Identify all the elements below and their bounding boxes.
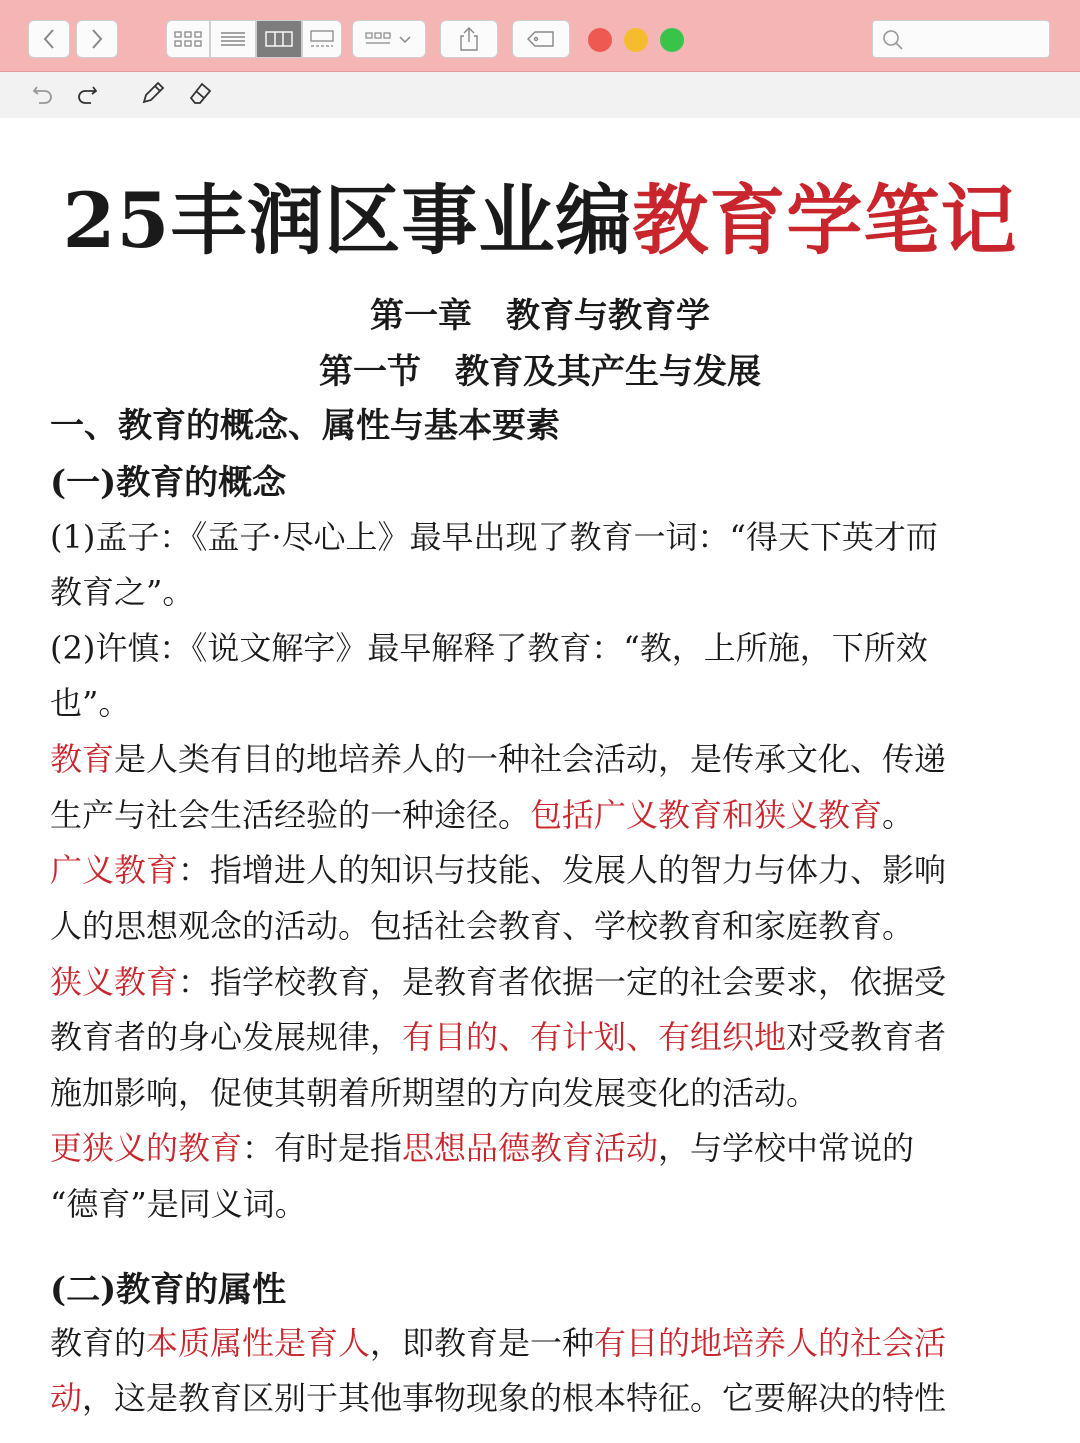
text-run: ，即教育是一种 bbox=[370, 1324, 595, 1362]
section-heading: 第一节 教育及其产生与发展 bbox=[319, 352, 761, 392]
paragraph-line bbox=[50, 1318, 946, 1364]
text-run: 教育者的身心发展规律， bbox=[50, 1018, 403, 1056]
list-view-icon bbox=[220, 30, 246, 48]
highlight-term: 动 bbox=[50, 1379, 83, 1417]
paragraph-line: (2)许慎：《说文解字》最早解释了教育：“教，上所施，下所效 bbox=[50, 629, 928, 667]
paragraph-line bbox=[50, 1123, 914, 1169]
paragraph-line bbox=[50, 734, 946, 780]
heading-1: 一、教育的概念、属性与基本要素 bbox=[50, 406, 560, 446]
highlight-term: 有目的、有计划、有组织地 bbox=[402, 1018, 787, 1056]
highlight-term: 有目的地培养人的社会活 bbox=[594, 1324, 947, 1362]
subheading-concept: (一)教育的概念 bbox=[50, 463, 287, 503]
text-run: 生产与社会生活经验的一种途径。 bbox=[50, 796, 531, 834]
back-button[interactable] bbox=[28, 20, 70, 58]
chapter-heading: 第一章 教育与教育学 bbox=[370, 296, 710, 336]
highlight-term: 广义教育 bbox=[50, 851, 179, 889]
paragraph-line bbox=[50, 845, 946, 891]
column-view-icon bbox=[265, 30, 293, 48]
tag-button[interactable] bbox=[512, 20, 570, 58]
paragraph-line: (1)孟子：《孟子·尽心上》最早出现了教育一词：“得天下英才而 bbox=[50, 518, 938, 556]
pencil-icon bbox=[140, 80, 166, 110]
title-red: 教育学笔记 bbox=[632, 176, 1018, 265]
subheading-attribute: (二)教育的属性 bbox=[50, 1270, 287, 1310]
chevron-right-icon bbox=[90, 28, 104, 50]
paragraph-line bbox=[50, 790, 914, 836]
text-run: 是人类有目的地培养人的一种社会活动，是传承文化、传递 bbox=[114, 740, 947, 778]
grid-view-icon bbox=[173, 29, 203, 49]
pencil-tool-button[interactable] bbox=[138, 80, 168, 110]
paragraph-line: “德育”是同义词。 bbox=[50, 1185, 307, 1223]
text-run: 对受教育者 bbox=[786, 1018, 947, 1056]
share-icon bbox=[457, 26, 481, 52]
highlight-term: 狭义教育 bbox=[50, 963, 179, 1001]
text-run: ：指增进人的知识与技能、发展人的智力与体力、影响 bbox=[178, 851, 947, 889]
search-input[interactable] bbox=[872, 20, 1050, 58]
paragraph-line bbox=[50, 1373, 946, 1419]
paragraph-line: 施加影响，促使其朝着所期望的方向发展变化的活动。 bbox=[50, 1074, 819, 1112]
close-window-button[interactable] bbox=[588, 28, 612, 52]
forward-button[interactable] bbox=[76, 20, 118, 58]
zoom-window-button[interactable] bbox=[660, 28, 684, 52]
paragraph-line: 也”。 bbox=[50, 684, 131, 722]
group-by-icon bbox=[364, 29, 414, 49]
highlight-term: 教育 bbox=[50, 740, 115, 778]
highlight-term: 本质属性是育人 bbox=[146, 1324, 371, 1362]
paragraph-line bbox=[50, 1012, 946, 1058]
highlight-term: 思想品德教育活动 bbox=[402, 1129, 659, 1167]
minimize-window-button[interactable] bbox=[624, 28, 648, 52]
group-by-button[interactable] bbox=[352, 20, 426, 58]
eraser-tool-button[interactable] bbox=[186, 80, 216, 110]
column-view-button[interactable] bbox=[256, 20, 302, 58]
paragraph-line bbox=[50, 957, 946, 1003]
tag-icon bbox=[526, 30, 556, 48]
gallery-view-icon bbox=[308, 29, 336, 49]
text-run: ，这是教育区别于其他事物现象的根本特征。它要解决的特性 bbox=[82, 1379, 947, 1417]
search-icon bbox=[881, 28, 905, 56]
undo-icon bbox=[31, 81, 55, 109]
text-run: ：有时是指 bbox=[242, 1129, 403, 1167]
paragraph-line: 人的思想观念的活动。包括社会教育、学校教育和家庭教育。 bbox=[50, 907, 915, 945]
redo-button[interactable] bbox=[72, 80, 102, 110]
highlight-term: 更狭义的教育 bbox=[50, 1129, 243, 1167]
gallery-view-button[interactable] bbox=[302, 20, 342, 58]
redo-icon bbox=[75, 81, 99, 109]
undo-button[interactable] bbox=[28, 80, 58, 110]
share-button[interactable] bbox=[440, 20, 498, 58]
text-run: ，与学校中常说的 bbox=[658, 1129, 915, 1167]
highlight-term: 包括广义教育和狭义教育 bbox=[530, 796, 883, 834]
chevron-left-icon bbox=[42, 28, 56, 50]
paragraph-line: 教育之”。 bbox=[50, 573, 195, 611]
eraser-icon bbox=[188, 80, 214, 110]
text-run: ：指学校教育，是教育者依据一定的社会要求，依据受 bbox=[178, 963, 947, 1001]
title-black: 25丰润区事业编 bbox=[62, 176, 633, 265]
grid-view-button[interactable] bbox=[166, 20, 210, 58]
page-title bbox=[0, 160, 1080, 269]
text-run: 。 bbox=[882, 796, 915, 834]
list-view-button[interactable] bbox=[210, 20, 256, 58]
text-run: 教育的 bbox=[50, 1324, 147, 1362]
